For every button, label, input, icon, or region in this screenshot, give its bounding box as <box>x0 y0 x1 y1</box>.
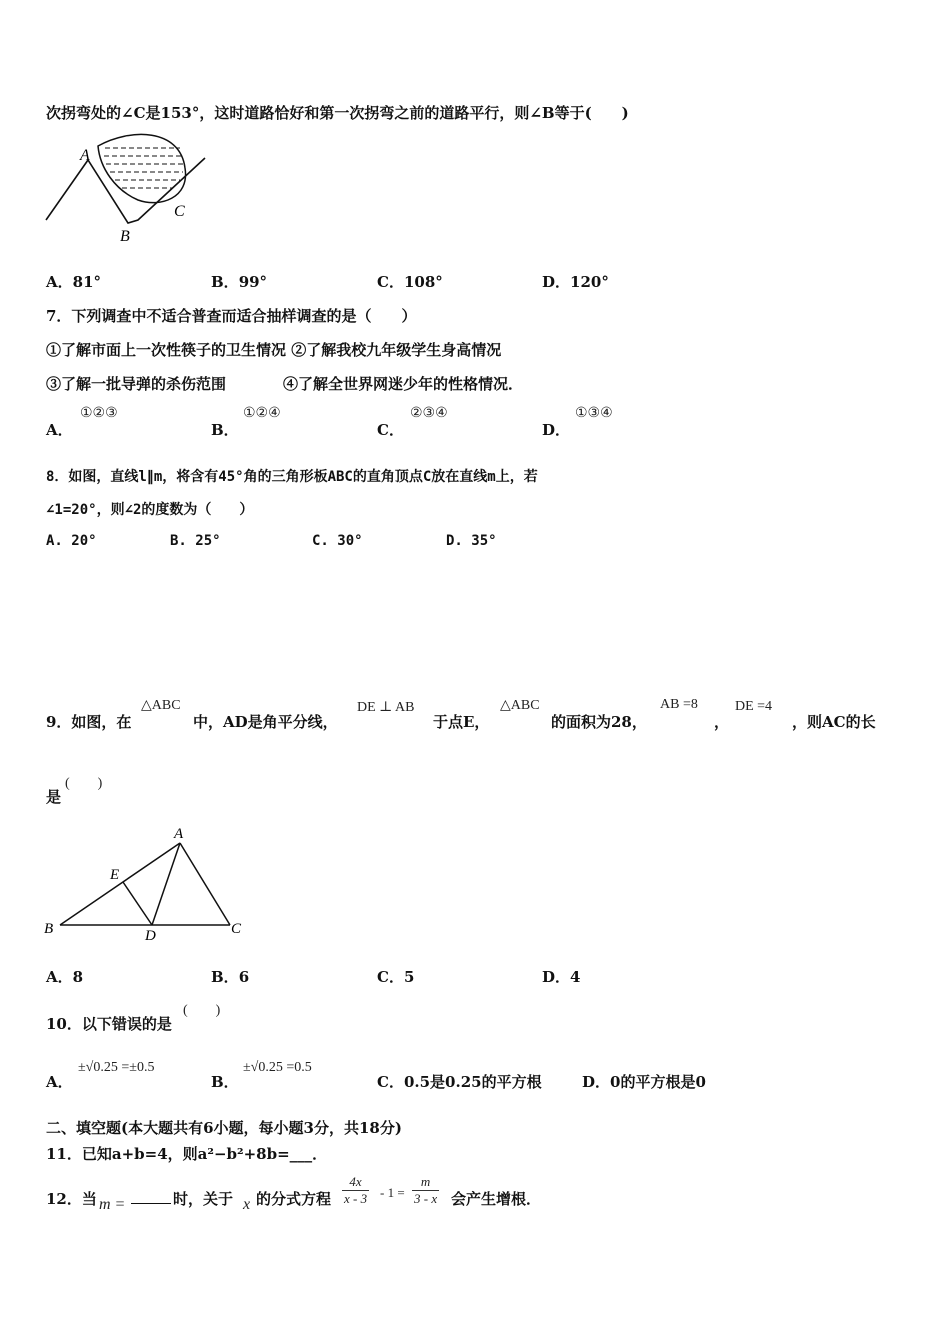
q12-frac2-numerator: m <box>412 1174 439 1191</box>
q9-part2: 中，AD是角平分线， <box>193 713 338 731</box>
q9-label-c: C <box>231 921 242 937</box>
q10-option-b-text: ±√0.25 =0.5 <box>243 1060 312 1075</box>
q7-option-c-letter: C． <box>377 421 404 439</box>
q7-option-b-text: ①②④ <box>243 406 281 421</box>
q9-part3: 于点E， <box>433 713 490 731</box>
q7-option-a-text: ①②③ <box>80 406 118 421</box>
q9-label-a: A <box>174 826 184 842</box>
q6-label-c: C <box>174 203 185 220</box>
q8-option-c: C. 30° <box>312 533 363 549</box>
q8-stem-line2: ∠1=20°，则∠2的度数为（ ） <box>46 502 254 518</box>
q12-frac1-denominator: x - 3 <box>344 1191 368 1206</box>
q9-part4: 的面积为28， <box>551 713 647 731</box>
q12-fraction-1 <box>342 1174 369 1207</box>
q7-option-b-letter: B． <box>211 421 239 439</box>
q10-option-c: C．0.5是0.25的平方根 <box>377 1073 542 1091</box>
q9-part6: 是 <box>46 788 62 806</box>
q7-option-c-text: ②③④ <box>410 406 448 421</box>
q8-option-a: A. 20° <box>46 533 97 549</box>
q12-frac2-denominator: 3 - x <box>414 1191 438 1206</box>
q10-option-a-letter: A． <box>46 1073 73 1091</box>
q6-stem: 次拐弯处的∠C是153°，这时道路恰好和第一次拐弯之前的道路平行，则∠B等于( ) <box>46 104 629 122</box>
q9-part5: ，则AC的长 <box>792 713 876 731</box>
q12-part4: 会产生增根． <box>451 1190 542 1208</box>
q9-label-b: B <box>44 921 54 937</box>
q8-option-b: B. 25° <box>170 533 221 549</box>
q10-stem: 10．以下错误的是 <box>46 1015 172 1033</box>
q12-minus-one: - 1 = <box>380 1185 405 1200</box>
q10-answer-paren: ( ) <box>183 1003 221 1018</box>
q9-option-c: C．5 <box>377 968 415 986</box>
q9-perpendicular: DE ⊥ AB <box>357 700 415 715</box>
q6-option-a: A．81° <box>46 273 102 291</box>
q6-option-c: C．108° <box>377 273 443 291</box>
q12-x: x <box>243 1196 251 1213</box>
q9-label-d: D <box>145 928 156 944</box>
q7-item-3: ③了解一批导弹的杀伤范围 <box>46 375 227 393</box>
q12-part2: 时，关于 <box>173 1190 234 1208</box>
q7-option-d-letter: D． <box>542 421 571 439</box>
q12-frac1-numerator: 4x <box>342 1174 369 1191</box>
q7-stem: 7．下列调查中不适合普查而适合抽样调查的是（ ） <box>46 307 417 325</box>
q12-blank <box>131 1203 171 1204</box>
q7-items-line1: ①了解市面上一次性筷子的卫生情况 ②了解我校九年级学生身高情况 <box>46 341 502 359</box>
q7-option-a-letter: A． <box>46 421 73 439</box>
q10-option-d: D．0的平方根是0 <box>582 1073 706 1091</box>
q9-option-d: D．4 <box>542 968 581 986</box>
q10-option-a-text: ±√0.25 =±0.5 <box>78 1060 155 1075</box>
q12-part3: 的分式方程 <box>256 1190 332 1208</box>
q7-option-d-text: ①③④ <box>575 406 613 421</box>
q6-lake-hatching <box>104 148 184 188</box>
q9-part1: 9．如图，在 <box>46 713 132 731</box>
q6-option-b: B．99° <box>211 273 268 291</box>
q6-label-b: B <box>120 228 130 245</box>
q8-stem-line1: 8．如图，直线l∥m，将含有45°角的三角形板ABC的直角顶点C放在直线m上，若 <box>46 469 538 485</box>
q6-road-figure <box>40 128 220 248</box>
q12-fraction-2 <box>412 1174 439 1207</box>
q9-option-a: A．8 <box>46 968 84 986</box>
q12-part1: 12．当 <box>46 1190 97 1208</box>
q9-triangle-abc-2: △ABC <box>500 698 540 713</box>
q6-label-a: A <box>80 147 90 164</box>
q9-ab-value: AB =8 <box>660 697 698 712</box>
q9-option-b: B．6 <box>211 968 250 986</box>
q11-text: 11．已知a+b=4，则a²−b²+8b=___． <box>46 1145 328 1163</box>
q9-triangle-figure <box>40 822 250 947</box>
section2-heading: 二、填空题(本大题共有6小题，每小题3分，共18分) <box>46 1119 402 1137</box>
q9-comma: ， <box>714 713 730 731</box>
q6-option-d: D．120° <box>542 273 609 291</box>
q9-answer-paren: ( ) <box>65 776 103 791</box>
q12-m-eq: m = <box>99 1196 126 1213</box>
q9-triangle-abc-1: △ABC <box>141 698 181 713</box>
q7-item-4: ④了解全世界网迷少年的性格情况． <box>283 375 524 393</box>
q10-option-b-letter: B． <box>211 1073 239 1091</box>
q9-label-e: E <box>110 867 120 883</box>
q9-de-value: DE =4 <box>735 699 773 714</box>
q6-lake-outline <box>98 134 186 202</box>
q8-option-d: D. 35° <box>446 533 497 549</box>
